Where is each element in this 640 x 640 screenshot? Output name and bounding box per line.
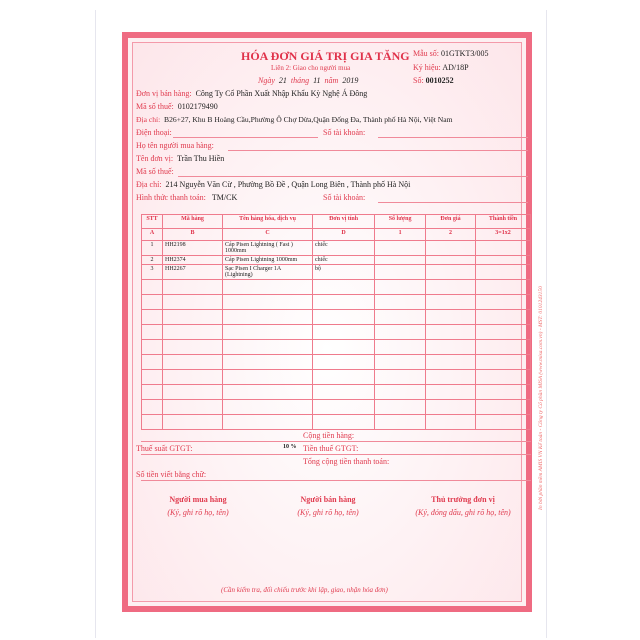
invoice-number: Số: 0010252 (413, 76, 454, 85)
copy-label: Liên 2: Giao cho người mua (271, 64, 351, 72)
printer-note: In bởi phần mềm AMIS VN Kế toán - Công ty Cổ phần MISA (www.misa.com.vn) - MST: 0101243150 (538, 286, 544, 510)
director-signature-title: Thủ trưởng đơn vị (431, 495, 495, 504)
col-header: STT (142, 215, 163, 229)
col-header: Số lượng (375, 215, 426, 229)
invoice-form (122, 32, 532, 612)
seller-signature-note: (Ký, ghi rõ họ, tên) (297, 508, 359, 517)
col-code: C (223, 229, 313, 241)
col-code: D (313, 229, 375, 241)
symbol: Ký hiệu: AD/18P (413, 63, 469, 72)
table-row: 2 HH2374 Cáp Pisen Lightning 1000mm chiếc (142, 256, 531, 265)
col-code: A (142, 229, 163, 241)
table-row: 1 HH2198 Cáp Pisen Lightning ( Fast ) 1000mm chiếc (142, 241, 531, 256)
col-code: 2 (426, 229, 476, 241)
col-header: Mã hàng (163, 215, 223, 229)
buyer-account: Số tài khoản: (323, 193, 366, 202)
director-signature-note: (Ký, đóng dấu, ghi rõ họ, tên) (415, 508, 511, 517)
seller-phone: Điện thoại: (136, 128, 172, 137)
amount-in-words-label: Số tiền viết bằng chữ: (136, 470, 207, 479)
footer-note: (Cần kiểm tra, đối chiếu trước khi lập, giao, nhận hóa đơn) (221, 586, 388, 594)
col-header: Đơn vị tính (313, 215, 375, 229)
seller-account: Số tài khoản: (323, 128, 366, 137)
col-code: B (163, 229, 223, 241)
col-header: Thành tiền (476, 215, 531, 229)
seller-name: Đơn vị bán hàng: Công Ty Cổ Phần Xuất Nhập Khẩu Kỳ Nghệ Á Đông (136, 89, 368, 98)
total-label: Tổng cộng tiền thanh toán: (303, 457, 390, 466)
items-table (141, 214, 531, 430)
table-row: 3 HH2267 Sạc Pisen I Charger 1A (Lightning) bộ (142, 265, 531, 280)
buyer-signature-note: (Ký, ghi rõ họ, tên) (167, 508, 229, 517)
payment-method: Hình thức thanh toán: TM/CK (136, 193, 238, 202)
form-number: Mẫu số: 01GTKT3/005 (413, 49, 489, 58)
vat-amount-label: Tiền thuế GTGT: (303, 444, 359, 453)
seller-address: Địa chỉ: B26+27, Khu B Hoàng Cầu,Phường Ô Chợ Dừa,Quận Đống Đa, Thành phố Hà Nội, Việt Nam (136, 115, 453, 124)
buyer-signature-title: Người mua hàng (169, 495, 227, 504)
col-code: 1 (375, 229, 426, 241)
col-code: 3=1x2 (476, 229, 531, 241)
buyer-unit: Tên đơn vị: Trần Thu Hiền (136, 154, 225, 163)
buyer-name: Họ tên người mua hàng: (136, 141, 214, 150)
invoice-title: HÓA ĐƠN GIÁ TRỊ GIA TĂNG (241, 49, 410, 63)
seller-tax: Mã số thuế: 0102179490 (136, 102, 218, 111)
vat-rate: 10 % (283, 444, 297, 450)
seller-signature-title: Người bán hàng (300, 495, 356, 504)
col-header: Đơn giá (426, 215, 476, 229)
subtotal-label: Cộng tiền hàng: (303, 431, 355, 440)
vat-rate-label: Thuế suất GTGT: (136, 444, 193, 453)
invoice-date: Ngày 21 tháng 11 năm 2019 (258, 76, 359, 85)
buyer-tax: Mã số thuế: (136, 167, 174, 176)
col-header: Tên hàng hóa, dịch vụ (223, 215, 313, 229)
buyer-address: Địa chỉ: 214 Nguyễn Văn Cừ , Phường Bồ Đề , Quận Long Biên , Thành phố Hà Nội (136, 180, 411, 189)
